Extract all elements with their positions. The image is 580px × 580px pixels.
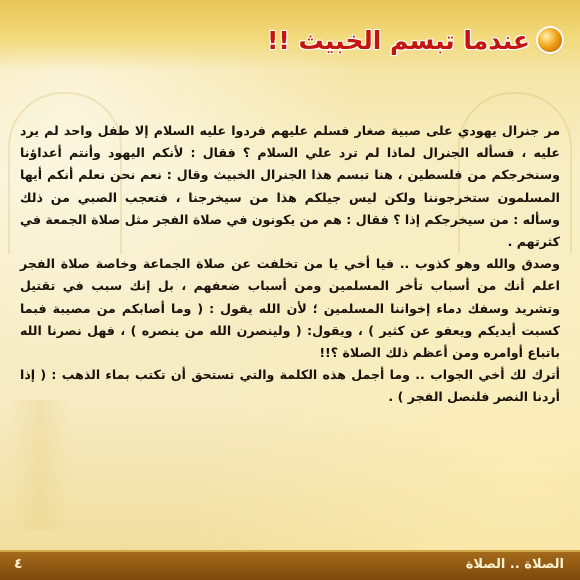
paragraph-1: مر جنرال يهودي على صبية صغار فسلم عليهم فردوا عليه السلام إلا طفل واحد لم يرد عليه ، فسأله الجنرال لماذا لم ترد علي السلام ؟ فقال : لأنكم اليهود وأنتم أعداؤنا وسنخرجكم من فلسطين ، هنا تبسم هذا الجنرال الخبيث وقال : نعم نحن نعلم أنكم أيها المسلمون ستخرجوننا ولكن ليس جيلكم هذا من سيخرجنا ، فتعجب الصبي من ذلك وسأله : من سيخرجكم إذا ؟ فقال : هم من يكونون في صلاة الفجر مثل صلاة الجمعة في كثرتهم . (20, 123, 560, 250)
header-band (0, 0, 580, 70)
page-title: عندما تبسم الخبيث !! (267, 25, 530, 55)
title-container (267, 20, 562, 60)
footer-label: الصلاة .. الصلاة (465, 557, 564, 572)
bullet-circle-icon (538, 28, 562, 52)
paragraph-2: وصدق والله وهو كذوب .. فيا أخي يا من تخلفت عن صلاة الجماعة وخاصة صلاة الفجر اعلم أنك من أسباب تأخر المسلمين ومن أسباب ضعفهم ، بل إنك سبب في تقتيل وتشريد وسفك دماء إخواننا المسلمين ؛ لأن الله يقول : ( وما أصابكم من مصيبة فبما كسبت أيديكم ويعفو عن كثير ) ، ويقول: ( ولينصرن الله من ينصره ) ، فهل نصرنا الله باتباع أوامره ومن أعظم ذلك الصلاة ؟!! (20, 256, 560, 361)
decorative-column (10, 400, 70, 530)
paragraph-3: أترك لك أخي الجواب .. وما أجمل هذه الكلمة والتي تستحق أن تكتب بماء الذهب : ( إذا أردنا النصر فلنصل الفجر ) . (20, 367, 560, 405)
page-number: ٤ (14, 556, 23, 572)
footer-bar (0, 550, 580, 580)
article-body (20, 120, 560, 409)
